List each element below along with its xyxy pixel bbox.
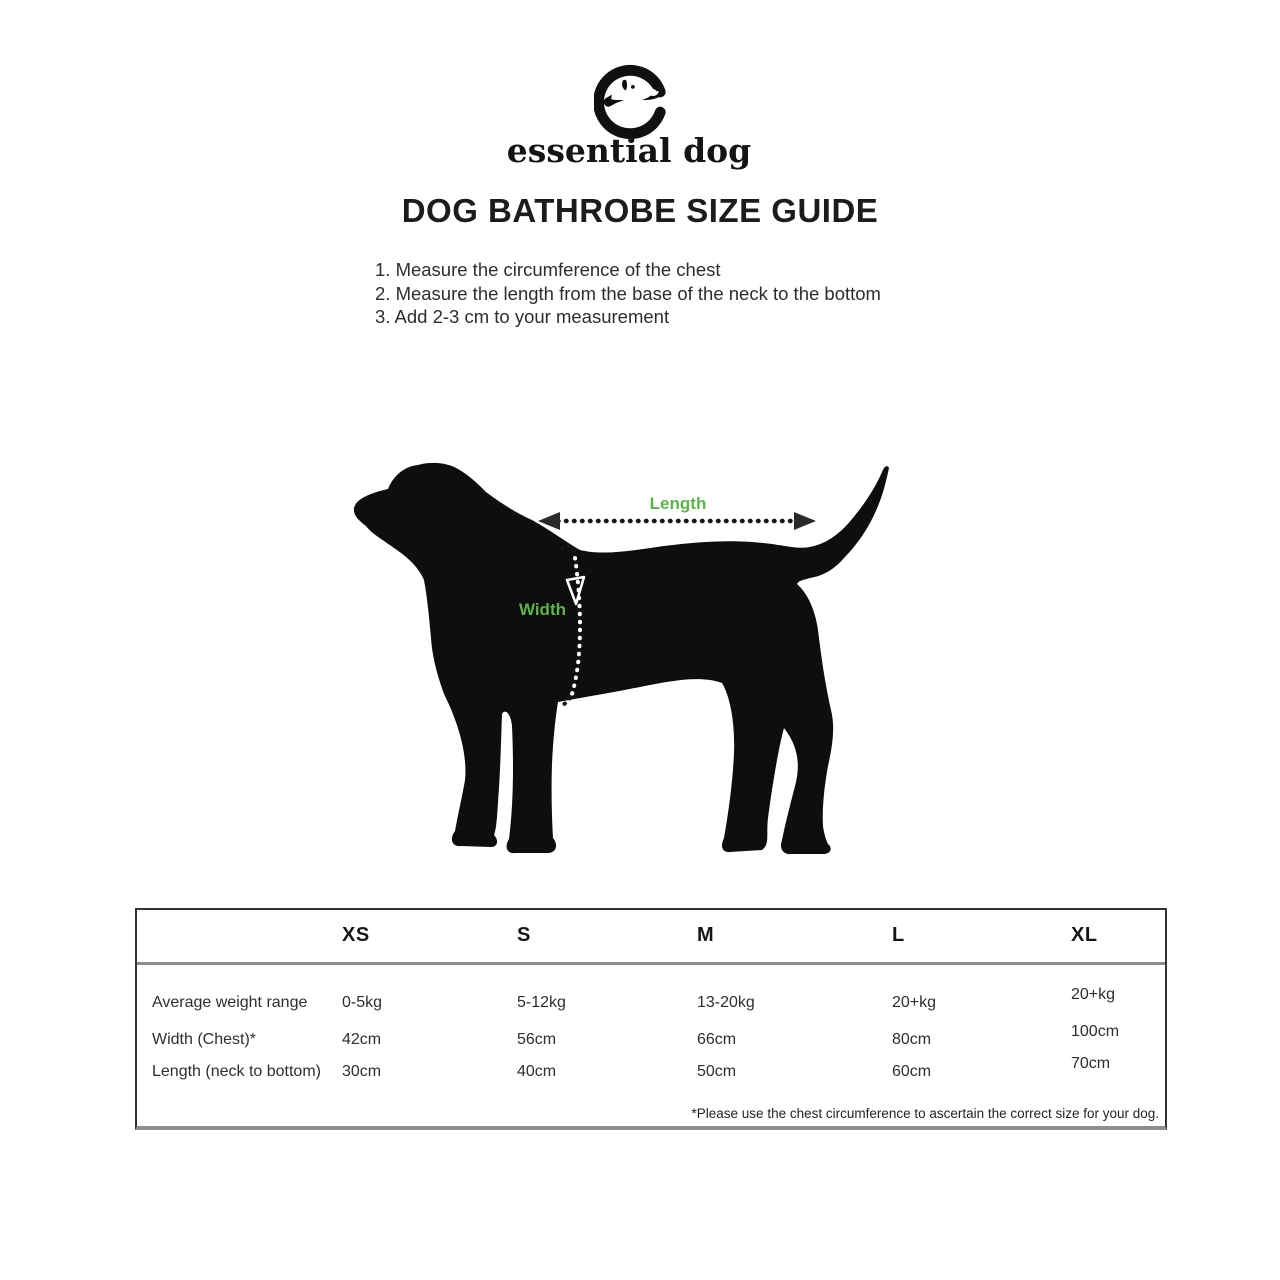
length-arrow [538, 512, 816, 530]
instruction-step-3: 3. Add 2-3 cm to your measurement [375, 306, 670, 327]
row-label-length: Length (neck to bottom) [152, 1063, 321, 1080]
width-label: Width [518, 600, 566, 619]
table-footnote: *Please use the chest circumference to ascertain the correct size for your dog. [691, 1106, 1159, 1121]
size-guide-table [135, 908, 1167, 1130]
table-cell: 13-20kg [697, 994, 755, 1011]
column-header-s: S [517, 924, 531, 946]
table-cell: 66cm [697, 1031, 737, 1048]
page-title: DOG BATHROBE SIZE GUIDE [401, 192, 879, 229]
table-cell: 50cm [697, 1063, 737, 1080]
table-cell: 5-12kg [517, 994, 566, 1011]
dog-e-icon [594, 64, 666, 140]
column-header-xs: XS [342, 924, 370, 946]
table-cell: 60cm [892, 1063, 932, 1080]
column-header-l: L [892, 924, 905, 946]
dog-measurement-diagram [352, 458, 902, 858]
table-cell: 20+kg [1071, 986, 1116, 1003]
table-cell: 70cm [1071, 1055, 1111, 1072]
dog-silhouette-icon [352, 458, 902, 858]
instructions-list [375, 258, 881, 329]
essential-dog-logo [594, 64, 666, 140]
table-cell: 0-5kg [342, 994, 383, 1011]
table-cell: 80cm [892, 1031, 932, 1048]
instruction-step-2: 2. Measure the length from the base of the neck to the bottom [375, 282, 881, 304]
table-cell: 42cm [342, 1031, 382, 1048]
length-label: Length [649, 494, 707, 513]
brand-name: essential dog [506, 131, 752, 170]
column-header-xl: XL [1071, 924, 1098, 946]
instruction-step-1: 1. Measure the circumference of the chest [375, 259, 721, 280]
table-cell: 20+kg [892, 994, 937, 1011]
table-cell: 40cm [517, 1063, 557, 1080]
row-label-width: Width (Chest)* [152, 1031, 257, 1048]
table-cell: 30cm [342, 1063, 382, 1080]
table-cell: 100cm [1071, 1023, 1120, 1040]
row-label-weight: Average weight range [152, 994, 308, 1011]
table-header-divider [137, 962, 1165, 965]
table-cell: 56cm [517, 1031, 557, 1048]
column-header-m: M [697, 924, 715, 946]
